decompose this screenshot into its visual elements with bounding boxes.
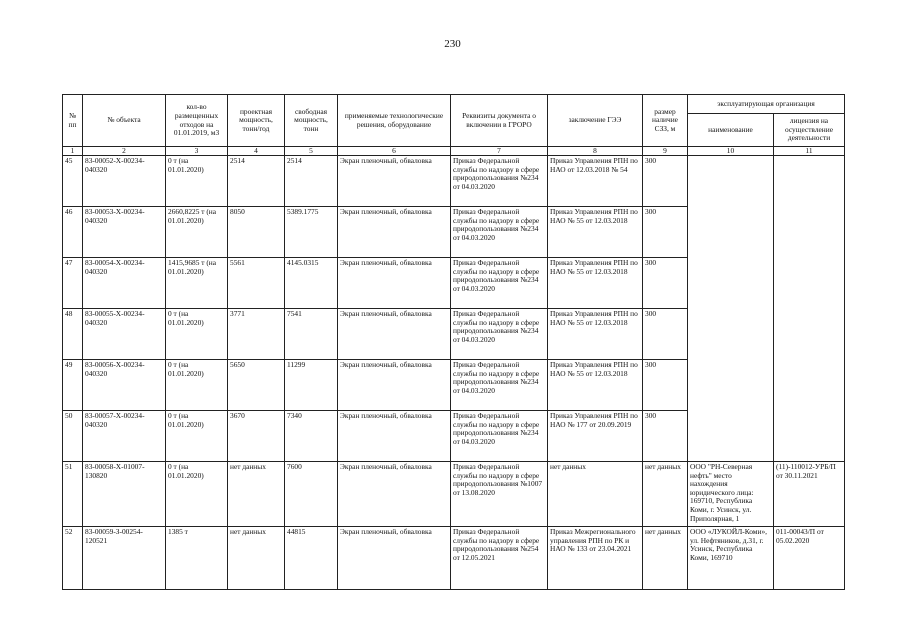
header-row-number: № пп [63,95,83,147]
cell-operator-license: 011-00043/П от 05.02.2020 [774,527,845,590]
header-free-capacity: свободная мощность, тонн [285,95,338,147]
cell-technology: Экран пленочный, обваловка [338,527,451,590]
column-number: 2 [83,147,166,156]
cell-groro-document: Приказ Федеральной службы по надзору в сфере природопользования №234 от 04.03.2020 [451,309,548,360]
cell-free-capacity: 5389.1775 [285,207,338,258]
cell-object-number: 83-00055-Х-00234-040320 [83,309,166,360]
cell-groro-document: Приказ Федеральной службы по надзору в сфере природопользования №234 от 04.03.2020 [451,207,548,258]
cell-waste-quantity: 0 т (на 01.01.2020) [166,360,228,411]
cell-object-number: 83-00057-Х-00234-040320 [83,411,166,462]
cell-object-number: 83-00052-Х-00234-040320 [83,156,166,207]
header-operator-license: лицензия на осуществление деятельности [774,114,845,147]
cell-szz-size: 300 [643,411,688,462]
cell-row-number: 45 [63,156,83,207]
cell-waste-quantity: 2660,8225 т (на 01.01.2020) [166,207,228,258]
header-object-number: № объекта [83,95,166,147]
cell-szz-size: 300 [643,156,688,207]
column-number: 7 [451,147,548,156]
header-operator-name: наименование [688,114,774,147]
cell-szz-size: 300 [643,207,688,258]
cell-object-number: 83-00058-Х-01007-130820 [83,462,166,527]
header-technology: применяемые технологические решения, оборудование [338,95,451,147]
header-szz-size: размер наличие СЗЗ, м [643,95,688,147]
cell-design-capacity: нет данных [228,462,285,527]
cell-design-capacity: нет данных [228,527,285,590]
column-number: 9 [643,147,688,156]
cell-operator-license: (11)-110012-УРБ/П от 30.11.2021 [774,462,845,527]
table-row [63,462,845,527]
cell-groro-document: Приказ Федеральной службы по надзору в сфере природопользования №234 от 04.03.2020 [451,411,548,462]
header-waste-quantity: кол-во размещенных отходов на 01.01.2019, м3 [166,95,228,147]
cell-operator-name-merged [688,156,774,462]
cell-object-number: 83-00053-Х-00234-040320 [83,207,166,258]
cell-waste-quantity: 0 т (на 01.01.2020) [166,156,228,207]
page-number: 230 [444,38,461,50]
header-operator: эксплуатирующая организация [688,95,845,114]
cell-technology: Экран пленочный, обваловка [338,309,451,360]
cell-operator-name: ООО "РН-Северная нефть" место нахождения юридического лица: 169710, Республика Коми, г. Усинск, ул. Приполярная, 1 [688,462,774,527]
column-number-row [63,147,845,156]
cell-technology: Экран пленочный, обваловка [338,462,451,527]
cell-gee-conclusion: нет данных [548,462,643,527]
cell-groro-document: Приказ Федеральной службы по надзору в сфере природопользования №234 от 04.03.2020 [451,360,548,411]
cell-waste-quantity: 1385 т [166,527,228,590]
cell-free-capacity: 44815 [285,527,338,590]
cell-operator-license-merged [774,156,845,462]
cell-row-number: 48 [63,309,83,360]
column-number: 6 [338,147,451,156]
cell-design-capacity: 2514 [228,156,285,207]
cell-technology: Экран пленочный, обваловка [338,207,451,258]
cell-gee-conclusion: Приказ Управления РПН по НАО от 12.03.2018 № 54 [548,156,643,207]
cell-design-capacity: 8050 [228,207,285,258]
column-number: 4 [228,147,285,156]
cell-waste-quantity: 0 т (на 01.01.2020) [166,462,228,527]
cell-object-number: 83-00054-Х-00234-040320 [83,258,166,309]
cell-technology: Экран пленочный, обваловка [338,258,451,309]
cell-row-number: 51 [63,462,83,527]
cell-free-capacity: 7541 [285,309,338,360]
cell-szz-size: 300 [643,360,688,411]
cell-gee-conclusion: Приказ Межрегионального управления РПН по РК и НАО № 133 от 23.04.2021 [548,527,643,590]
header-groro-document: Реквизиты документа о включении в ГРОРО [451,95,548,147]
cell-technology: Экран пленочный, обваловка [338,156,451,207]
cell-gee-conclusion: Приказ Управления РПН по НАО № 55 от 12.03.2018 [548,207,643,258]
waste-facility-register-table [62,94,845,590]
cell-szz-size: 300 [643,309,688,360]
cell-row-number: 52 [63,527,83,590]
cell-groro-document: Приказ Федеральной службы по надзору в сфере природопользования №234 от 04.03.2020 [451,156,548,207]
cell-free-capacity: 7340 [285,411,338,462]
cell-szz-size: 300 [643,258,688,309]
column-number: 8 [548,147,643,156]
cell-technology: Экран пленочный, обваловка [338,360,451,411]
column-number: 11 [774,147,845,156]
cell-free-capacity: 7600 [285,462,338,527]
cell-gee-conclusion: Приказ Управления РПН по НАО № 55 от 12.03.2018 [548,258,643,309]
column-number: 10 [688,147,774,156]
cell-gee-conclusion: Приказ Управления РПН по НАО № 177 от 20.09.2019 [548,411,643,462]
column-number: 5 [285,147,338,156]
cell-technology: Экран пленочный, обваловка [338,411,451,462]
header-gee-conclusion: заключение ГЭЭ [548,95,643,147]
cell-design-capacity: 3771 [228,309,285,360]
cell-row-number: 47 [63,258,83,309]
cell-object-number: 83-00056-Х-00234-040320 [83,360,166,411]
cell-row-number: 49 [63,360,83,411]
cell-groro-document: Приказ Федеральной службы по надзору в сфере природопользования №1007 от 13.08.2020 [451,462,548,527]
cell-szz-size: нет данных [643,462,688,527]
cell-waste-quantity: 0 т (на 01.01.2020) [166,411,228,462]
cell-groro-document: Приказ Федеральной службы по надзору в сфере природопользования №254 от 12.05.2021 [451,527,548,590]
cell-groro-document: Приказ Федеральной службы по надзору в сфере природопользования №234 от 04.03.2020 [451,258,548,309]
cell-design-capacity: 3670 [228,411,285,462]
cell-operator-name: ООО «ЛУКОЙЛ-Коми», ул. Нефтяников, д.31, г. Усинск, Республика Коми, 169710 [688,527,774,590]
cell-row-number: 50 [63,411,83,462]
cell-szz-size: нет данных [643,527,688,590]
header-design-capacity: проектная мощность, тонн/год [228,95,285,147]
table-row [63,156,845,207]
cell-gee-conclusion: Приказ Управления РПН по НАО № 55 от 12.03.2018 [548,360,643,411]
cell-free-capacity: 4145.0315 [285,258,338,309]
cell-gee-conclusion: Приказ Управления РПН по НАО № 55 от 12.03.2018 [548,309,643,360]
cell-waste-quantity: 1415,9685 т (на 01.01.2020) [166,258,228,309]
cell-design-capacity: 5561 [228,258,285,309]
column-number: 1 [63,147,83,156]
cell-free-capacity: 11299 [285,360,338,411]
cell-free-capacity: 2514 [285,156,338,207]
cell-waste-quantity: 0 т (на 01.01.2020) [166,309,228,360]
table-row [63,527,845,590]
cell-object-number: 83-00059-З-00254-120521 [83,527,166,590]
cell-design-capacity: 5650 [228,360,285,411]
column-number: 3 [166,147,228,156]
cell-row-number: 46 [63,207,83,258]
